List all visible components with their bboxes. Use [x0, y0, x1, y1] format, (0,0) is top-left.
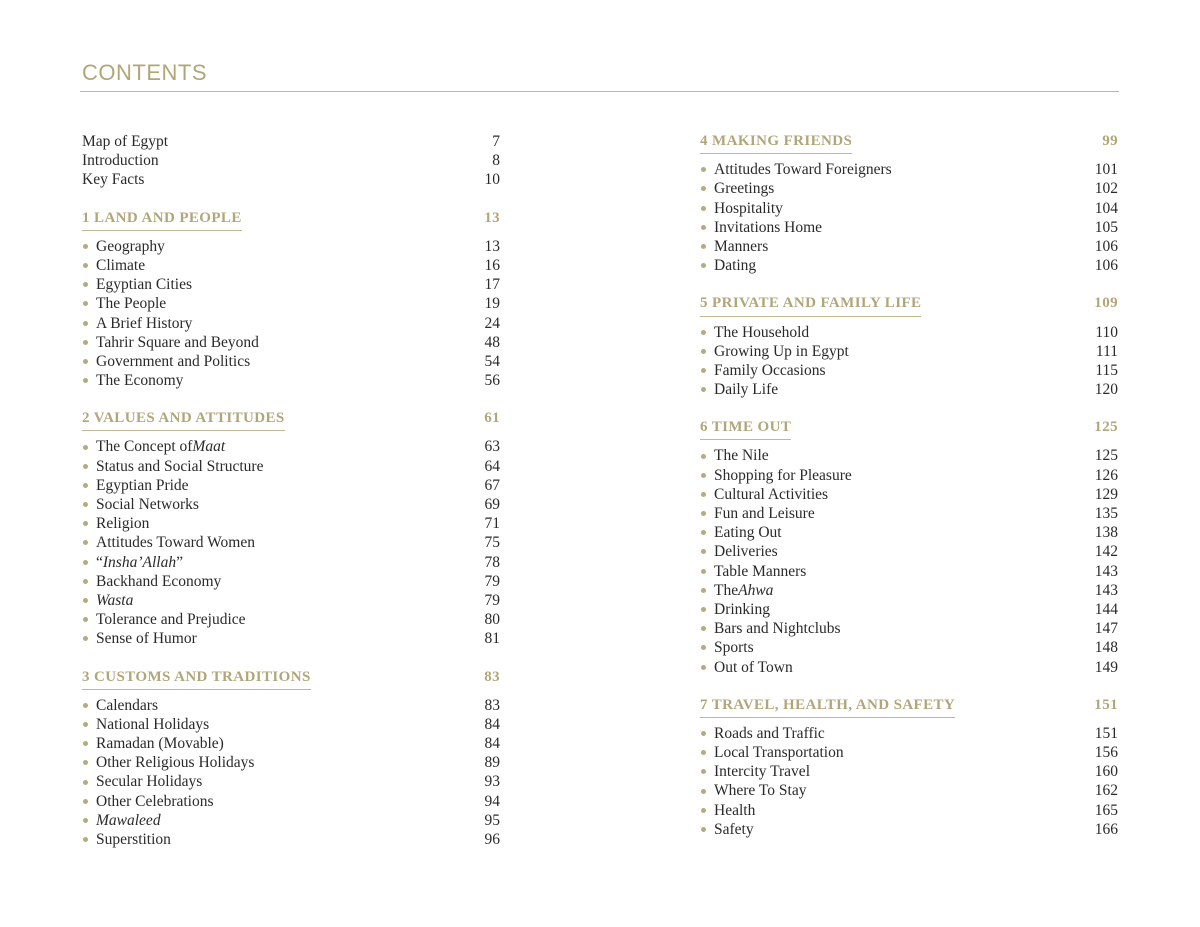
bullet-icon	[701, 167, 706, 172]
toc-entry-label: Growing Up in Egypt	[700, 342, 849, 361]
toc-entry-label: Key Facts	[82, 171, 145, 189]
toc-entry-label: Greetings	[700, 179, 774, 198]
toc-entry-page: 24	[484, 314, 500, 332]
toc-entry[interactable]	[82, 333, 500, 352]
bullet-icon	[701, 454, 706, 459]
toc-entry-label: The Household	[700, 323, 809, 342]
toc-entry-label: Egyptian Cities	[82, 275, 192, 294]
bullet-icon	[701, 244, 706, 249]
toc-entry[interactable]	[82, 591, 500, 610]
toc-entry-label: Introduction	[82, 152, 159, 170]
toc-entry-page: 106	[1094, 257, 1118, 275]
toc-entry[interactable]	[82, 533, 500, 552]
bullet-icon	[83, 445, 88, 450]
toc-entry-page: 64	[484, 457, 500, 475]
toc-entry-page: 135	[1094, 505, 1118, 522]
toc-entry-label: Attitudes Toward Women	[82, 533, 255, 552]
toc-entry[interactable]	[700, 542, 1118, 561]
toc-entry-label: Tahrir Square and Beyond	[82, 333, 259, 352]
toc-entry-page: 96	[484, 831, 500, 848]
section-title: 5 PRIVATE AND FAMILY LIFE	[700, 294, 921, 316]
toc-entry-page: 142	[1094, 543, 1118, 561]
toc-entry-italic: Ahwa	[738, 581, 774, 599]
toc-entry-page: 165	[1094, 801, 1118, 819]
toc-entry[interactable]	[700, 820, 1118, 839]
toc-entry-label: The Economy	[82, 371, 183, 390]
bullet-icon	[83, 617, 88, 622]
toc-entry-label: Intercity Travel	[700, 762, 810, 781]
toc-entry-label: The People	[82, 294, 166, 313]
bullet-icon	[83, 837, 88, 842]
toc-entry[interactable]	[82, 553, 500, 572]
bullet-icon	[83, 741, 88, 746]
toc-entry[interactable]	[700, 781, 1118, 800]
toc-entry-label: Invitations Home	[700, 218, 822, 237]
bullet-icon	[701, 607, 706, 612]
bullet-icon	[83, 636, 88, 641]
toc-entry[interactable]	[700, 179, 1118, 198]
toc-entry[interactable]	[700, 485, 1118, 504]
toc-entry-page: 84	[484, 735, 500, 753]
toc-entry-label: Other Celebrations	[82, 792, 214, 811]
section-page: 61	[484, 410, 500, 427]
toc-entry-page: 126	[1094, 466, 1118, 484]
toc-entry[interactable]	[700, 323, 1118, 342]
toc-entry-page: 148	[1094, 639, 1118, 657]
bullet-icon	[83, 521, 88, 526]
toc-entry-page: 105	[1094, 218, 1118, 236]
bullet-icon	[83, 321, 88, 326]
section-title: 2 VALUES AND ATTITUDES	[82, 409, 285, 431]
section-page: 125	[1094, 419, 1118, 436]
toc-entry-label: Family Occasions	[700, 361, 826, 380]
toc-entry[interactable]	[82, 792, 500, 811]
bullet-icon	[701, 530, 706, 535]
toc-entry[interactable]	[82, 457, 500, 476]
section-title: 7 TRAVEL, HEALTH, AND SAFETY	[700, 696, 955, 718]
toc-entry-page: 149	[1094, 658, 1118, 676]
contents-column-left	[82, 132, 500, 849]
bullet-icon	[701, 186, 706, 191]
toc-entry-page: 83	[484, 696, 500, 714]
toc-entry-page: 67	[484, 476, 500, 494]
bullet-icon	[701, 368, 706, 373]
spacer	[82, 190, 500, 209]
toc-entry-label: Map of Egypt	[82, 133, 169, 150]
bullet-icon	[83, 540, 88, 545]
toc-entry-page: 129	[1094, 485, 1118, 503]
bullet-icon	[701, 549, 706, 554]
section-title: 3 CUSTOMS AND TRADITIONS	[82, 668, 311, 690]
toc-entry-page: 120	[1094, 381, 1118, 399]
toc-entry[interactable]	[82, 314, 500, 333]
toc-entry[interactable]	[700, 658, 1118, 677]
section-page: 99	[1102, 133, 1118, 149]
toc-entry-page: 143	[1094, 562, 1118, 580]
section-title: 1 LAND AND PEOPLE	[82, 209, 242, 231]
toc-entry-label: Drinking	[700, 600, 770, 619]
toc-entry[interactable]	[700, 342, 1118, 361]
toc-entry[interactable]	[700, 446, 1118, 465]
toc-entry[interactable]	[82, 753, 500, 772]
toc-entry[interactable]	[82, 132, 500, 151]
toc-entry-page: 94	[484, 792, 500, 810]
bullet-icon	[83, 464, 88, 469]
toc-entry-label: Status and Social Structure	[82, 457, 263, 476]
toc-entry-label: Out of Town	[700, 658, 793, 677]
toc-entry[interactable]	[700, 466, 1118, 485]
bullet-icon	[83, 579, 88, 584]
toc-entry-page: 13	[484, 237, 500, 255]
toc-entry[interactable]	[82, 495, 500, 514]
toc-entry-page: 162	[1094, 782, 1118, 800]
toc-entry[interactable]	[700, 199, 1118, 218]
toc-entry-label: Sports	[700, 638, 754, 657]
toc-entry[interactable]	[700, 504, 1118, 523]
bullet-icon	[701, 492, 706, 497]
toc-entry[interactable]	[82, 437, 500, 456]
toc-entry-page: 156	[1094, 744, 1118, 762]
section-heading[interactable]	[700, 294, 1118, 313]
bullet-icon	[701, 665, 706, 670]
toc-entry-page: 144	[1094, 600, 1118, 618]
section-heading[interactable]	[82, 409, 500, 428]
toc-entry-page: 160	[1094, 763, 1118, 781]
bullet-icon	[701, 731, 706, 736]
toc-entry-label: Climate	[82, 256, 145, 275]
toc-entry-label: Daily Life	[700, 380, 778, 399]
toc-entry-label: A Brief History	[82, 314, 192, 333]
toc-entry-label: The Concept of Maat	[82, 437, 225, 456]
toc-entry-label: National Holidays	[82, 715, 209, 734]
toc-entry-page: 138	[1094, 524, 1118, 542]
toc-entry-page: 106	[1094, 237, 1118, 255]
toc-entry-page: 79	[484, 591, 500, 609]
toc-entry[interactable]	[82, 811, 500, 830]
bullet-icon	[701, 769, 706, 774]
toc-entry-page: 95	[484, 811, 500, 829]
toc-entry-label: Government and Politics	[82, 352, 250, 371]
bullet-icon	[701, 330, 706, 335]
toc-entry-page: 110	[1095, 323, 1118, 341]
bullet-icon	[701, 808, 706, 813]
bullet-icon	[701, 511, 706, 516]
toc-entry[interactable]	[82, 696, 500, 715]
toc-entry-label: Calendars	[82, 696, 158, 715]
bullet-icon	[83, 483, 88, 488]
spacer	[700, 677, 1118, 696]
toc-entry-page: 16	[484, 256, 500, 274]
toc-entry-label	[82, 811, 161, 830]
toc-entry-label: Superstition	[82, 830, 171, 849]
toc-entry-italic: Wasta	[96, 591, 134, 609]
section-page: 151	[1094, 696, 1118, 713]
bullet-icon	[83, 703, 88, 708]
toc-entry-label: Secular Holidays	[82, 772, 202, 791]
toc-entry-label: Where To Stay	[700, 781, 806, 800]
toc-entry[interactable]	[700, 237, 1118, 256]
toc-entry-page: 81	[484, 630, 500, 648]
toc-entry-page: 80	[484, 611, 500, 629]
toc-entry-page: 147	[1094, 620, 1118, 638]
bullet-icon	[83, 799, 88, 804]
bullet-icon	[701, 588, 706, 593]
toc-entry-italic: Maat	[192, 438, 226, 456]
toc-entry-italic: Insha’Allah	[102, 553, 177, 571]
section-heading[interactable]	[700, 418, 1118, 437]
toc-entry[interactable]	[82, 830, 500, 849]
toc-entry-page: 7	[492, 133, 500, 150]
toc-entry-label: Bars and Nightclubs	[700, 619, 841, 638]
toc-entry-page: 71	[484, 515, 500, 533]
toc-entry[interactable]	[700, 581, 1118, 600]
toc-entry-page: 48	[484, 333, 500, 351]
spacer	[82, 390, 500, 409]
toc-entry-page: 166	[1094, 820, 1118, 838]
toc-entry[interactable]	[82, 151, 500, 170]
toc-entry-label: Sense of Humor	[82, 629, 197, 648]
bullet-icon	[701, 626, 706, 631]
section-title: 4 MAKING FRIENDS	[700, 132, 852, 154]
toc-entry[interactable]	[82, 514, 500, 533]
bullet-icon	[83, 560, 88, 565]
toc-entry[interactable]	[700, 361, 1118, 380]
toc-entry-page: 93	[484, 773, 500, 791]
spacer	[82, 649, 500, 668]
toc-entry[interactable]	[700, 801, 1118, 820]
toc-entry[interactable]	[82, 734, 500, 753]
bullet-icon	[83, 502, 88, 507]
toc-entry-italic: Mawaleed	[96, 811, 161, 829]
toc-entry[interactable]	[82, 352, 500, 371]
bullet-icon	[83, 263, 88, 268]
toc-entry[interactable]	[700, 600, 1118, 619]
section-page: 109	[1094, 295, 1118, 312]
contents-column-right	[700, 132, 1118, 839]
toc-entry-page: 10	[484, 171, 500, 189]
bullet-icon	[701, 789, 706, 794]
toc-entry-page: 143	[1094, 581, 1118, 599]
toc-entry-page: 102	[1094, 180, 1118, 198]
bullet-icon	[701, 206, 706, 211]
toc-entry[interactable]	[700, 619, 1118, 638]
toc-entry-label: Health	[700, 801, 755, 820]
toc-entry-label: Geography	[82, 237, 165, 256]
toc-entry[interactable]	[700, 762, 1118, 781]
bullet-icon	[701, 827, 706, 832]
bullet-icon	[701, 750, 706, 755]
toc-entry-page: 69	[484, 496, 500, 513]
toc-entry-page: 84	[484, 715, 500, 733]
toc-entry-page: 78	[484, 553, 500, 571]
section-page: 83	[484, 668, 500, 685]
toc-entry-page: 89	[484, 754, 500, 772]
toc-entry[interactable]	[82, 256, 500, 275]
toc-entry[interactable]	[82, 772, 500, 791]
toc-entry-label: Ramadan (Movable)	[82, 734, 224, 753]
toc-entry[interactable]	[82, 476, 500, 495]
toc-entry-label: Deliveries	[700, 542, 778, 561]
toc-entry-page: 75	[484, 534, 500, 552]
toc-entry-label: Local Transportation	[700, 743, 844, 762]
bullet-icon	[83, 282, 88, 287]
bullet-icon	[83, 780, 88, 785]
toc-entry-label: “ Insha’Allah ”	[82, 553, 183, 572]
section-heading[interactable]	[700, 696, 1118, 715]
toc-entry-label: Social Networks	[82, 495, 199, 514]
toc-entry[interactable]	[700, 218, 1118, 237]
toc-entry[interactable]	[700, 160, 1118, 179]
bullet-icon	[701, 225, 706, 230]
bullet-icon	[83, 598, 88, 603]
toc-entry[interactable]	[82, 572, 500, 591]
toc-entry[interactable]	[700, 638, 1118, 657]
toc-entry-label: Cultural Activities	[700, 485, 828, 504]
toc-entry[interactable]	[82, 170, 500, 189]
section-heading[interactable]	[82, 209, 500, 228]
section-title: 6 TIME OUT	[700, 418, 791, 440]
bullet-icon	[83, 722, 88, 727]
toc-entry[interactable]	[82, 610, 500, 629]
toc-entry-label: Egyptian Pride	[82, 476, 189, 495]
toc-entry-page: 111	[1095, 342, 1118, 360]
toc-entry-page: 104	[1094, 199, 1118, 217]
toc-entry-label: Other Religious Holidays	[82, 753, 254, 772]
toc-entry-page: 101	[1094, 161, 1118, 179]
toc-entry-label: The Ahwa	[700, 581, 773, 600]
section-heading[interactable]	[82, 668, 500, 687]
toc-entry-label	[82, 591, 133, 610]
toc-entry-label: The Nile	[700, 446, 769, 465]
bullet-icon	[701, 349, 706, 354]
section-page: 13	[484, 209, 500, 226]
toc-entry-label: Religion	[82, 514, 149, 533]
toc-entry-page: 56	[484, 372, 500, 390]
toc-entry-page: 79	[484, 572, 500, 590]
toc-entry-label: Dating	[700, 256, 756, 275]
toc-entry[interactable]	[700, 256, 1118, 275]
toc-entry[interactable]	[700, 562, 1118, 581]
toc-entry-label: Attitudes Toward Foreigners	[700, 160, 892, 179]
bullet-icon	[83, 818, 88, 823]
toc-entry-label: Roads and Traffic	[700, 724, 825, 743]
bullet-icon	[701, 645, 706, 650]
bullet-icon	[701, 473, 706, 478]
page-title: CONTENTS	[82, 60, 207, 85]
spacer	[700, 399, 1118, 418]
bullet-icon	[83, 378, 88, 383]
toc-entry[interactable]	[82, 715, 500, 734]
toc-entry-page: 17	[484, 276, 500, 294]
bullet-icon	[83, 760, 88, 765]
toc-entry[interactable]	[82, 275, 500, 294]
toc-entry-label: Shopping for Pleasure	[700, 466, 852, 485]
bullet-icon	[83, 301, 88, 306]
toc-entry-label: Tolerance and Prejudice	[82, 610, 246, 629]
toc-entry-page: 63	[484, 438, 500, 456]
toc-entry-label: Safety	[700, 820, 754, 839]
toc-entry[interactable]	[700, 743, 1118, 762]
toc-entry[interactable]	[700, 523, 1118, 542]
toc-entry[interactable]	[82, 629, 500, 648]
title-divider	[80, 91, 1119, 92]
toc-entry-page: 151	[1094, 724, 1118, 742]
bullet-icon	[83, 244, 88, 249]
toc-entry[interactable]	[82, 237, 500, 256]
bullet-icon	[701, 569, 706, 574]
section-heading[interactable]	[700, 132, 1118, 151]
toc-entry-page: 125	[1094, 447, 1118, 465]
toc-entry[interactable]	[700, 724, 1118, 743]
toc-entry-page: 54	[484, 352, 500, 370]
toc-entry-page: 115	[1095, 361, 1118, 379]
bullet-icon	[701, 263, 706, 268]
toc-entry-page: 19	[484, 295, 500, 313]
toc-entry[interactable]	[82, 294, 500, 313]
toc-entry-label: Hospitality	[700, 199, 783, 218]
bullet-icon	[83, 359, 88, 364]
bullet-icon	[701, 387, 706, 392]
toc-entry-label: Backhand Economy	[82, 572, 221, 591]
toc-entry[interactable]	[82, 371, 500, 390]
toc-entry-label: Table Manners	[700, 562, 806, 581]
toc-entry-label: Eating Out	[700, 523, 782, 542]
toc-entry-label: Fun and Leisure	[700, 504, 815, 523]
toc-entry[interactable]	[700, 380, 1118, 399]
bullet-icon	[83, 340, 88, 345]
toc-entry-label: Manners	[700, 237, 768, 256]
spacer	[700, 275, 1118, 294]
toc-entry-page: 8	[492, 152, 500, 170]
